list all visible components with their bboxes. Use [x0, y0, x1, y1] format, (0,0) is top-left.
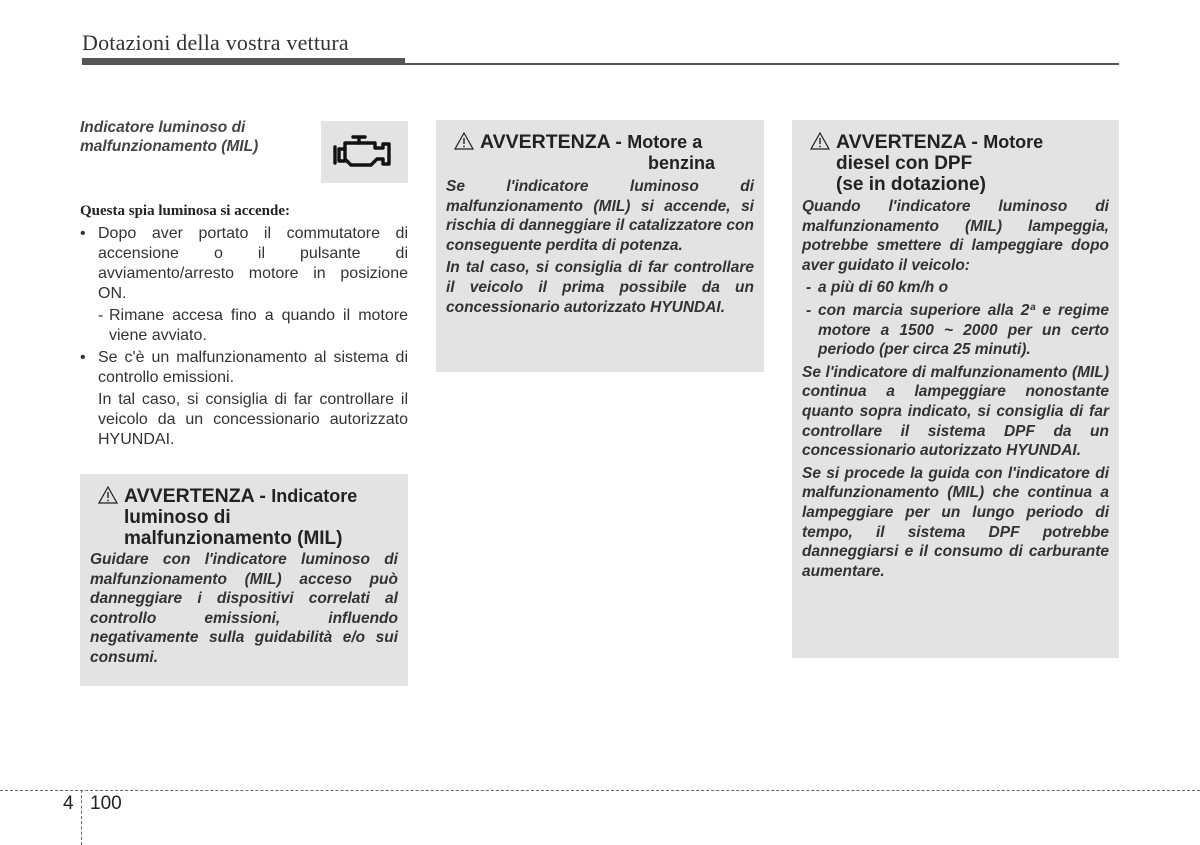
footer-dashed-rule [0, 790, 1200, 791]
header-rule-thin [82, 63, 1119, 65]
list-subitem [80, 306, 408, 346]
warning-box-benzina [436, 120, 764, 372]
dash-icon: - [806, 279, 812, 297]
list-subitem-text: Rimane accesa fino a quando il motore viene avviato. [109, 307, 408, 344]
warning-title-line3: malfunzionamento (MIL) [124, 528, 343, 549]
list-paragraph: In tal caso, si consiglia di far controllare il veicolo da un concessionario autorizzato HYUNDAI. [98, 391, 408, 448]
warning-triangle-icon [810, 132, 830, 150]
warning-label: AVVERTENZA - [480, 131, 622, 153]
warning-box-mil [80, 474, 408, 686]
list-item-text: Dopo aver portato il commutatore di accensione o il pulsante di avviamento/arresto motore in posizione ON. [98, 225, 408, 302]
warning-text: Guidare con l'indicatore luminoso di malfunzionamento (MIL) acceso può danneggiare i dispositivi correlati al controllo emissioni, influendo negativamente sulla guidabilità e/o sui consumi. [90, 551, 398, 666]
warning-label: AVVERTENZA - [124, 485, 266, 507]
warning-paragraph: In tal caso, si consiglia di far controllare il veicolo il prima possibile da un concessionario autorizzato HYUNDAI. [446, 259, 754, 316]
warning-paragraph: Se l'indicatore di malfunzionamento (MIL) continua a lampeggiare nonostante quanto sopra indicato, si consiglia di far controllare il sistema DPF da un concessionario autorizzato HYUNDAI. [802, 363, 1109, 460]
warning-paragraph: Se l'indicatore luminoso di malfunzionamento (MIL) si accende, si rischia di danneggiare il catalizzatore con conseguente perdita di potenza. [446, 178, 754, 254]
warning-label: AVVERTENZA - [836, 131, 978, 153]
warning-heading [802, 132, 1109, 195]
warning-triangle-icon [98, 486, 118, 504]
warning-list-text: con marcia superiore alla 2ª e regime motore a 1500 ~ 2000 per un certo periodo (per circa 25 minuti). [818, 301, 1109, 359]
warning-body [446, 177, 754, 317]
warning-title-line2: diesel con DPF [836, 153, 973, 174]
warning-heading [446, 132, 754, 174]
warning-list-item [802, 301, 1109, 360]
dash-icon: - [806, 301, 812, 319]
warning-paragraph: Se si procede la guida con l'indicatore di malfunzionamento (MIL) che continua a lampeggiare per un lungo periodo di tempo, il sistema DPF potrebbe danneggiarsi e il consumo di carburante aumentare. [802, 464, 1109, 580]
intro-text: Questa spia luminosa si accende: [80, 203, 291, 219]
page-header-title: Dotazioni della vostra vettura [82, 30, 349, 55]
warning-title: Motore a [627, 132, 703, 152]
warning-title: Motore [983, 132, 1044, 152]
mil-title: Indicatore luminoso di malfunzionamento (MIL) [80, 119, 259, 155]
warning-body [802, 197, 1109, 581]
warning-title-line2: benzina [648, 153, 716, 173]
dash-icon: - [98, 307, 104, 324]
list-item [80, 224, 408, 304]
body-list [80, 224, 408, 450]
warning-list-item [802, 278, 1109, 298]
mil-icon-box [321, 121, 408, 183]
check-engine-icon [331, 131, 397, 173]
warning-paragraph: Quando l'indicatore luminoso di malfunzionamento (MIL) lampeggia, potrebbe smettere di lampeggiare dopo aver guidato il veicolo: [802, 198, 1109, 274]
list-item-text: Se c'è un malfunzionamento al sistema di controllo emissioni. [98, 349, 408, 386]
warning-body [90, 550, 398, 668]
bullet-icon: • [80, 349, 86, 366]
list-item [80, 348, 408, 388]
footer-dashed-vrule [81, 790, 82, 845]
bullet-icon: • [80, 225, 86, 242]
warning-list-text: a più di 60 km/h o [818, 279, 949, 297]
warning-triangle-icon [454, 132, 474, 150]
page-number: 100 [90, 793, 122, 814]
chapter-number: 4 [63, 793, 74, 814]
warning-title-line3: (se in dotazione) [836, 174, 986, 195]
warning-box-diesel [792, 120, 1119, 658]
warning-title-line2: luminoso di [124, 507, 231, 528]
warning-heading [90, 486, 398, 549]
warning-title: Indicatore [271, 486, 358, 506]
